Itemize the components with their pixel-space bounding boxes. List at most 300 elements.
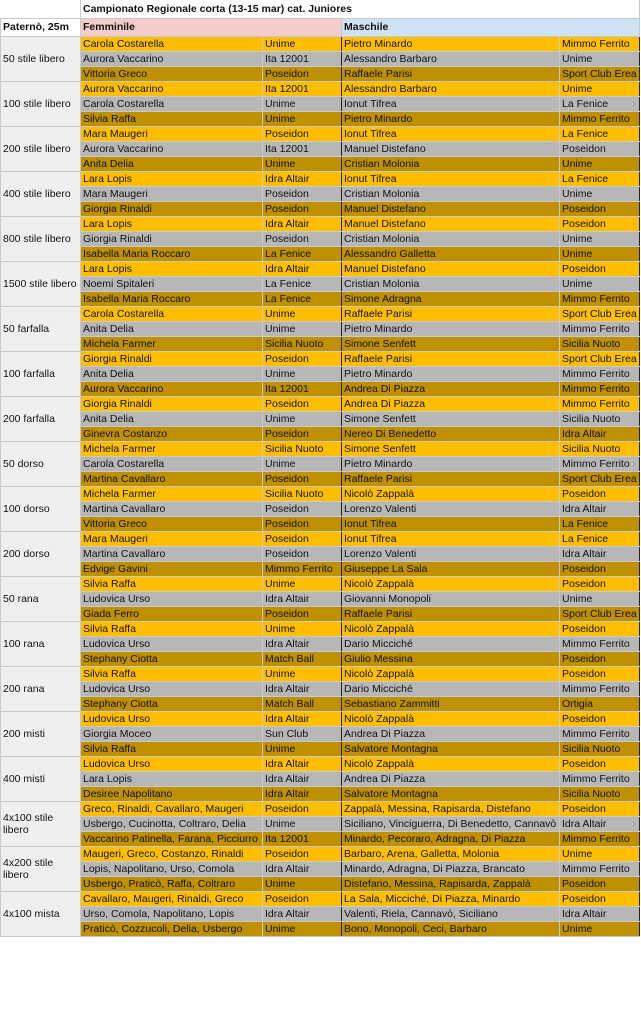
male-club-cell[interactable]: Poseidon	[560, 486, 640, 501]
result-row	[1, 561, 640, 576]
female-athlete-cell[interactable]: Usbergo, Cucinotta, Coltraro, Delia	[81, 816, 263, 831]
female-athlete-cell[interactable]: Aurora Vaccarino	[81, 51, 263, 66]
male-club-cell[interactable]: Mimmo Ferrito	[560, 456, 640, 471]
female-club-cell[interactable]: Poseidon	[263, 891, 342, 906]
female-club-cell[interactable]: Poseidon	[263, 516, 342, 531]
female-athlete-cell[interactable]: Lara Lopis	[81, 171, 263, 186]
female-athlete-cell[interactable]: Usbergo, Praticò, Raffa, Coltraro	[81, 876, 263, 891]
female-club-cell[interactable]: Sicilia Nuoto	[263, 336, 342, 351]
female-club-cell[interactable]: Unime	[263, 666, 342, 681]
male-club-cell[interactable]: La Fenice	[560, 96, 640, 111]
result-row	[1, 921, 640, 936]
male-athlete-cell[interactable]: Valenti, Riela, Cannavò, Siciliano	[342, 906, 560, 921]
female-club-cell[interactable]: Idra Altair	[263, 216, 342, 231]
female-athlete-cell[interactable]: Silvia Raffa	[81, 111, 263, 126]
female-club-cell[interactable]: Poseidon	[263, 351, 342, 366]
male-club-cell[interactable]: Poseidon	[560, 621, 640, 636]
male-athlete-cell[interactable]: Pietro Minardo	[342, 456, 560, 471]
female-club-cell[interactable]: Poseidon	[263, 66, 342, 81]
female-club-cell[interactable]: Poseidon	[263, 396, 342, 411]
result-row	[1, 861, 640, 876]
female-athlete-cell[interactable]: Ludovica Urso	[81, 711, 263, 726]
event-name-cell[interactable]: 50 stile libero	[1, 36, 81, 81]
male-club-cell[interactable]: Unime	[560, 246, 640, 261]
male-club-cell[interactable]: Mimmo Ferrito	[560, 861, 640, 876]
male-club-cell[interactable]: Poseidon	[560, 801, 640, 816]
female-athlete-cell[interactable]: Silvia Raffa	[81, 621, 263, 636]
male-athlete-cell[interactable]: Pietro Minardo	[342, 36, 560, 51]
male-athlete-cell[interactable]: Alessandro Barbaro	[342, 51, 560, 66]
male-athlete-cell[interactable]: Raffaele Parisi	[342, 306, 560, 321]
female-athlete-cell[interactable]: Carola Costarella	[81, 456, 263, 471]
result-row	[1, 36, 640, 51]
male-athlete-cell[interactable]: Ionut Tifrea	[342, 126, 560, 141]
male-athlete-cell[interactable]: Pietro Minardo	[342, 111, 560, 126]
female-club-cell[interactable]: Idra Altair	[263, 711, 342, 726]
male-athlete-cell[interactable]: Minardo, Pecoraro, Adragna, Di Piazza	[342, 831, 560, 846]
female-club-cell[interactable]: Idra Altair	[263, 681, 342, 696]
male-athlete-cell[interactable]: Dario Micciché	[342, 636, 560, 651]
female-club-cell[interactable]: Ita 12001	[263, 81, 342, 96]
male-club-cell[interactable]: Poseidon	[560, 216, 640, 231]
result-row	[1, 81, 640, 96]
male-athlete-cell[interactable]: Andrea Di Piazza	[342, 396, 560, 411]
male-athlete-cell[interactable]: Ionut Tifrea	[342, 516, 560, 531]
female-athlete-cell[interactable]: Carola Costarella	[81, 36, 263, 51]
result-row	[1, 456, 640, 471]
event-name-cell[interactable]: 4x100 mista	[1, 891, 81, 936]
male-athlete-cell[interactable]: Cristian Molonia	[342, 186, 560, 201]
female-club-cell[interactable]: Poseidon	[263, 606, 342, 621]
result-row	[1, 366, 640, 381]
male-athlete-cell[interactable]: Ionut Tifrea	[342, 531, 560, 546]
female-athlete-cell[interactable]: Vittoria Greco	[81, 516, 263, 531]
female-athlete-cell[interactable]: Carola Costarella	[81, 306, 263, 321]
event-name-cell[interactable]: 4x100 stile libero	[1, 801, 81, 846]
female-club-cell[interactable]: Idra Altair	[263, 756, 342, 771]
male-club-cell[interactable]: Poseidon	[560, 651, 640, 666]
event-name-cell[interactable]: 1500 stile libero	[1, 261, 81, 306]
female-club-cell[interactable]: Unime	[263, 111, 342, 126]
female-athlete-cell[interactable]: Michela Farmer	[81, 441, 263, 456]
male-club-cell[interactable]: Mimmo Ferrito	[560, 681, 640, 696]
result-row	[1, 426, 640, 441]
female-athlete-cell[interactable]: Martina Cavallaro	[81, 471, 263, 486]
female-club-cell[interactable]: Unime	[263, 411, 342, 426]
title-row	[1, 0, 640, 18]
male-athlete-cell[interactable]: Raffaele Parisi	[342, 351, 560, 366]
result-row	[1, 606, 640, 621]
female-club-cell[interactable]: Match Ball	[263, 696, 342, 711]
female-club-cell[interactable]: Poseidon	[263, 126, 342, 141]
male-athlete-cell[interactable]: Distefano, Messina, Rapisarda, Zappalà	[342, 876, 560, 891]
male-athlete-cell[interactable]: Simone Senfett	[342, 441, 560, 456]
male-club-cell[interactable]: Poseidon	[560, 891, 640, 906]
female-club-cell[interactable]: Match Ball	[263, 651, 342, 666]
female-club-cell[interactable]: Idra Altair	[263, 636, 342, 651]
male-athlete-cell[interactable]: Cristian Molonia	[342, 231, 560, 246]
result-row	[1, 531, 640, 546]
male-club-cell[interactable]: La Fenice	[560, 126, 640, 141]
female-athlete-cell[interactable]: Giorgia Rinaldi	[81, 201, 263, 216]
female-club-cell[interactable]: Ita 12001	[263, 51, 342, 66]
male-club-cell[interactable]: Sport Club Erea	[560, 306, 640, 321]
male-athlete-cell[interactable]: Giulio Messina	[342, 651, 560, 666]
male-athlete-cell[interactable]: Lorenzo Valenti	[342, 546, 560, 561]
female-athlete-cell[interactable]: Aurora Vaccarino	[81, 81, 263, 96]
female-club-cell[interactable]: Unime	[263, 921, 342, 936]
female-club-cell[interactable]: Sun Club	[263, 726, 342, 741]
female-club-cell[interactable]: Ita 12001	[263, 381, 342, 396]
result-row	[1, 306, 640, 321]
male-club-cell[interactable]: Unime	[560, 591, 640, 606]
male-club-cell[interactable]: Sicilia Nuoto	[560, 786, 640, 801]
male-athlete-cell[interactable]: Andrea Di Piazza	[342, 726, 560, 741]
female-athlete-cell[interactable]: Noemi Spitaleri	[81, 276, 263, 291]
female-club-cell[interactable]: Idra Altair	[263, 771, 342, 786]
male-athlete-cell[interactable]: Salvatore Montagna	[342, 786, 560, 801]
female-club-cell[interactable]: Poseidon	[263, 846, 342, 861]
male-athlete-cell[interactable]: Raffaele Parisi	[342, 471, 560, 486]
event-name-cell[interactable]: 400 misti	[1, 756, 81, 801]
male-club-cell[interactable]: Poseidon	[560, 561, 640, 576]
female-athlete-cell[interactable]: Martina Cavallaro	[81, 546, 263, 561]
male-club-cell[interactable]: Idra Altair	[560, 546, 640, 561]
male-athlete-cell[interactable]: Simone Adragna	[342, 291, 560, 306]
event-name-cell[interactable]: 200 misti	[1, 711, 81, 756]
result-row	[1, 846, 640, 861]
male-header[interactable]: Maschile	[342, 18, 640, 36]
result-row	[1, 486, 640, 501]
male-athlete-cell[interactable]: Ionut Tifrea	[342, 96, 560, 111]
female-athlete-cell[interactable]: Lara Lopis	[81, 771, 263, 786]
male-athlete-cell[interactable]: Pietro Minardo	[342, 321, 560, 336]
female-athlete-cell[interactable]: Lopis, Napolitano, Urso, Comola	[81, 861, 263, 876]
female-athlete-cell[interactable]: Giorgia Rinaldi	[81, 396, 263, 411]
female-athlete-cell[interactable]: Ludovica Urso	[81, 681, 263, 696]
female-athlete-cell[interactable]: Isabella Maria Roccaro	[81, 291, 263, 306]
male-club-cell[interactable]: Poseidon	[560, 201, 640, 216]
result-row	[1, 411, 640, 426]
male-club-cell[interactable]: Unime	[560, 186, 640, 201]
male-club-cell[interactable]: Unime	[560, 846, 640, 861]
result-row	[1, 756, 640, 771]
female-athlete-cell[interactable]: Aurora Vaccarino	[81, 381, 263, 396]
male-club-cell[interactable]: Unime	[560, 921, 640, 936]
male-club-cell[interactable]: Idra Altair	[560, 816, 640, 831]
male-athlete-cell[interactable]: Sebastiano Zammitti	[342, 696, 560, 711]
result-row	[1, 216, 640, 231]
male-athlete-cell[interactable]: Salvatore Montagna	[342, 741, 560, 756]
male-club-cell[interactable]: Unime	[560, 51, 640, 66]
female-athlete-cell[interactable]: Giorgia Moceo	[81, 726, 263, 741]
male-athlete-cell[interactable]: Ionut Tifrea	[342, 171, 560, 186]
female-club-cell[interactable]: Unime	[263, 621, 342, 636]
male-club-cell[interactable]: Mimmo Ferrito	[560, 291, 640, 306]
event-name-cell[interactable]: 100 rana	[1, 621, 81, 666]
female-club-cell[interactable]: Sicilia Nuoto	[263, 486, 342, 501]
female-club-cell[interactable]: Poseidon	[263, 201, 342, 216]
event-name-cell[interactable]: 200 stile libero	[1, 126, 81, 171]
male-club-cell[interactable]: Mimmo Ferrito	[560, 366, 640, 381]
female-athlete-cell[interactable]: Ludovica Urso	[81, 591, 263, 606]
male-club-cell[interactable]: Poseidon	[560, 261, 640, 276]
female-club-cell[interactable]: Idra Altair	[263, 171, 342, 186]
event-name-cell[interactable]: 50 rana	[1, 576, 81, 621]
male-athlete-cell[interactable]: Manuel Distefano	[342, 201, 560, 216]
female-club-cell[interactable]: Unime	[263, 36, 342, 51]
sheet-title[interactable]: Campionato Regionale corta (13-15 mar) cat. Juniores	[81, 0, 640, 18]
female-athlete-cell[interactable]: Vittoria Greco	[81, 66, 263, 81]
female-athlete-cell[interactable]: Anita Delia	[81, 321, 263, 336]
male-club-cell[interactable]: Poseidon	[560, 756, 640, 771]
female-athlete-cell[interactable]: Vaccarino Patinella, Farana, Picciurro	[81, 831, 263, 846]
female-club-cell[interactable]: Unime	[263, 156, 342, 171]
female-club-cell[interactable]: Unime	[263, 366, 342, 381]
result-row	[1, 141, 640, 156]
female-club-cell[interactable]: Unime	[263, 816, 342, 831]
male-athlete-cell[interactable]: Nereo Di Benedetto	[342, 426, 560, 441]
female-club-cell[interactable]: Unime	[263, 321, 342, 336]
female-athlete-cell[interactable]: Silvia Raffa	[81, 576, 263, 591]
male-athlete-cell[interactable]: Nicolò Zappalà	[342, 756, 560, 771]
female-club-cell[interactable]: Ita 12001	[263, 831, 342, 846]
male-athlete-cell[interactable]: Minardo, Adragna, Di Piazza, Brancato	[342, 861, 560, 876]
female-club-cell[interactable]: Unime	[263, 741, 342, 756]
male-club-cell[interactable]: Sport Club Erea	[560, 471, 640, 486]
result-row	[1, 891, 640, 906]
male-club-cell[interactable]: Poseidon	[560, 711, 640, 726]
female-athlete-cell[interactable]: Michela Farmer	[81, 336, 263, 351]
male-club-cell[interactable]: Idra Altair	[560, 906, 640, 921]
male-club-cell[interactable]: Unime	[560, 231, 640, 246]
female-club-cell[interactable]: Mimmo Ferrito	[263, 561, 342, 576]
female-athlete-cell[interactable]: Silvia Raffa	[81, 666, 263, 681]
result-row	[1, 666, 640, 681]
female-athlete-cell[interactable]: Praticò, Cozzucoli, Delia, Usbergo	[81, 921, 263, 936]
male-athlete-cell[interactable]: Giuseppe La Sala	[342, 561, 560, 576]
female-club-cell[interactable]: Poseidon	[263, 801, 342, 816]
title-spacer[interactable]	[1, 0, 81, 18]
male-club-cell[interactable]: Ortigia	[560, 696, 640, 711]
female-athlete-cell[interactable]: Anita Delia	[81, 156, 263, 171]
female-club-cell[interactable]: Idra Altair	[263, 861, 342, 876]
female-athlete-cell[interactable]: Michela Farmer	[81, 486, 263, 501]
male-athlete-cell[interactable]: Bono, Monopoli, Ceci, Barbaro	[342, 921, 560, 936]
result-row	[1, 351, 640, 366]
female-athlete-cell[interactable]: Anita Delia	[81, 411, 263, 426]
male-club-cell[interactable]: La Fenice	[560, 516, 640, 531]
male-athlete-cell[interactable]: Cristian Molonia	[342, 156, 560, 171]
event-name-cell[interactable]: 100 stile libero	[1, 81, 81, 126]
result-row	[1, 66, 640, 81]
female-club-cell[interactable]: Poseidon	[263, 501, 342, 516]
male-club-cell[interactable]: Poseidon	[560, 141, 640, 156]
female-athlete-cell[interactable]: Maugeri, Greco, Costanzo, Rinaldi	[81, 846, 263, 861]
result-row	[1, 546, 640, 561]
female-club-cell[interactable]: Poseidon	[263, 531, 342, 546]
female-athlete-cell[interactable]: Edvige Gavini	[81, 561, 263, 576]
female-club-cell[interactable]: Idra Altair	[263, 591, 342, 606]
event-name-cell[interactable]: 400 stile libero	[1, 171, 81, 216]
female-club-cell[interactable]: Poseidon	[263, 546, 342, 561]
female-club-cell[interactable]: Idra Altair	[263, 261, 342, 276]
female-club-cell[interactable]: Unime	[263, 576, 342, 591]
male-athlete-cell[interactable]: La Sala, Micciché, Di Piazza, Minardo	[342, 891, 560, 906]
result-row	[1, 621, 640, 636]
male-club-cell[interactable]: Unime	[560, 276, 640, 291]
female-athlete-cell[interactable]: Lara Lopis	[81, 261, 263, 276]
male-athlete-cell[interactable]: Manuel Distefano	[342, 216, 560, 231]
female-club-cell[interactable]: Unime	[263, 456, 342, 471]
result-row	[1, 321, 640, 336]
male-club-cell[interactable]: Poseidon	[560, 876, 640, 891]
male-athlete-cell[interactable]: Raffaele Parisi	[342, 66, 560, 81]
male-athlete-cell[interactable]: Raffaele Parisi	[342, 606, 560, 621]
male-club-cell[interactable]: Unime	[560, 81, 640, 96]
result-row	[1, 171, 640, 186]
male-club-cell[interactable]: Mimmo Ferrito	[560, 726, 640, 741]
male-club-cell[interactable]: La Fenice	[560, 531, 640, 546]
result-row	[1, 771, 640, 786]
male-athlete-cell[interactable]: Nicolò Zappalà	[342, 621, 560, 636]
female-athlete-cell[interactable]: Ludovica Urso	[81, 756, 263, 771]
male-athlete-cell[interactable]: Nicolò Zappalà	[342, 576, 560, 591]
event-name-cell[interactable]: 200 dorso	[1, 531, 81, 576]
male-club-cell[interactable]: Mimmo Ferrito	[560, 36, 640, 51]
event-name-cell[interactable]: 100 farfalla	[1, 351, 81, 396]
female-athlete-cell[interactable]: Greco, Rinaldi, Cavallaro, Maugeri	[81, 801, 263, 816]
male-club-cell[interactable]: Sport Club Erea	[560, 351, 640, 366]
female-athlete-cell[interactable]: Mara Maugeri	[81, 126, 263, 141]
male-club-cell[interactable]: Sicilia Nuoto	[560, 336, 640, 351]
female-athlete-cell[interactable]: Urso, Comola, Napolitano, Lopis	[81, 906, 263, 921]
male-athlete-cell[interactable]: Simone Senfett	[342, 411, 560, 426]
male-athlete-cell[interactable]: Alessandro Barbaro	[342, 81, 560, 96]
event-name-cell[interactable]: 50 farfalla	[1, 306, 81, 351]
male-club-cell[interactable]: Poseidon	[560, 576, 640, 591]
event-name-cell[interactable]: 200 rana	[1, 666, 81, 711]
result-row	[1, 231, 640, 246]
event-name-cell[interactable]: 50 dorso	[1, 441, 81, 486]
venue-header[interactable]: Paternò, 25m	[1, 18, 81, 36]
male-club-cell[interactable]: Mimmo Ferrito	[560, 636, 640, 651]
male-athlete-cell[interactable]: Siciliano, Vinciguerra, Di Benedetto, Cannavò	[342, 816, 560, 831]
male-athlete-cell[interactable]: Manuel Distefano	[342, 261, 560, 276]
female-club-cell[interactable]: Idra Altair	[263, 786, 342, 801]
male-club-cell[interactable]: Sicilia Nuoto	[560, 741, 640, 756]
female-athlete-cell[interactable]: Aurora Vaccarino	[81, 141, 263, 156]
male-club-cell[interactable]: Sport Club Erea	[560, 66, 640, 81]
female-club-cell[interactable]: Unime	[263, 876, 342, 891]
female-athlete-cell[interactable]: Stephany Ciotta	[81, 696, 263, 711]
female-athlete-cell[interactable]: Giada Ferro	[81, 606, 263, 621]
female-athlete-cell[interactable]: Mara Maugeri	[81, 186, 263, 201]
female-header[interactable]: Femminile	[81, 18, 342, 36]
male-athlete-cell[interactable]: Cristian Molonia	[342, 276, 560, 291]
female-club-cell[interactable]: Poseidon	[263, 231, 342, 246]
female-athlete-cell[interactable]: Silvia Raffa	[81, 741, 263, 756]
male-athlete-cell[interactable]: Alessandro Galletta	[342, 246, 560, 261]
male-athlete-cell[interactable]: Barbaro, Arena, Galletta, Molonia	[342, 846, 560, 861]
male-club-cell[interactable]: Sicilia Nuoto	[560, 441, 640, 456]
male-club-cell[interactable]: Mimmo Ferrito	[560, 381, 640, 396]
result-row	[1, 696, 640, 711]
male-athlete-cell[interactable]: Andrea Di Piazza	[342, 381, 560, 396]
male-athlete-cell[interactable]: Nicolò Zappalà	[342, 666, 560, 681]
male-athlete-cell[interactable]: Zappalà, Messina, Rapisarda, Distefano	[342, 801, 560, 816]
male-club-cell[interactable]: Mimmo Ferrito	[560, 831, 640, 846]
female-club-cell[interactable]: Unime	[263, 96, 342, 111]
result-row	[1, 336, 640, 351]
female-club-cell[interactable]: La Fenice	[263, 291, 342, 306]
male-club-cell[interactable]: Mimmo Ferrito	[560, 396, 640, 411]
result-row	[1, 906, 640, 921]
female-athlete-cell[interactable]: Carola Costarella	[81, 96, 263, 111]
male-athlete-cell[interactable]: Andrea Di Piazza	[342, 771, 560, 786]
event-name-cell[interactable]: 100 dorso	[1, 486, 81, 531]
event-name-cell[interactable]: 800 stile libero	[1, 216, 81, 261]
male-athlete-cell[interactable]: Lorenzo Valenti	[342, 501, 560, 516]
male-club-cell[interactable]: La Fenice	[560, 171, 640, 186]
female-club-cell[interactable]: La Fenice	[263, 246, 342, 261]
male-club-cell[interactable]: Mimmo Ferrito	[560, 111, 640, 126]
male-club-cell[interactable]: Poseidon	[560, 666, 640, 681]
female-athlete-cell[interactable]: Cavallaro, Maugeri, Rinaldi, Greco	[81, 891, 263, 906]
result-row	[1, 261, 640, 276]
result-row	[1, 396, 640, 411]
male-athlete-cell[interactable]: Manuel Distefano	[342, 141, 560, 156]
male-athlete-cell[interactable]: Giovanni Monopoli	[342, 591, 560, 606]
female-athlete-cell[interactable]: Ginevra Costanzo	[81, 426, 263, 441]
male-club-cell[interactable]: Unime	[560, 156, 640, 171]
header-row	[1, 18, 640, 36]
female-athlete-cell[interactable]: Desiree Napolitano	[81, 786, 263, 801]
male-athlete-cell[interactable]: Nicolò Zappalà	[342, 711, 560, 726]
female-club-cell[interactable]: Unime	[263, 306, 342, 321]
male-athlete-cell[interactable]: Simone Senfett	[342, 336, 560, 351]
female-club-cell[interactable]: Idra Altair	[263, 906, 342, 921]
male-athlete-cell[interactable]: Pietro Minardo	[342, 366, 560, 381]
female-athlete-cell[interactable]: Martina Cavallaro	[81, 501, 263, 516]
female-club-cell[interactable]: Poseidon	[263, 426, 342, 441]
event-name-cell[interactable]: 200 farfalla	[1, 396, 81, 441]
female-athlete-cell[interactable]: Anita Delia	[81, 366, 263, 381]
male-club-cell[interactable]: Idra Altair	[560, 426, 640, 441]
female-athlete-cell[interactable]: Giorgia Rinaldi	[81, 351, 263, 366]
female-club-cell[interactable]: La Fenice	[263, 276, 342, 291]
female-athlete-cell[interactable]: Lara Lopis	[81, 216, 263, 231]
female-club-cell[interactable]: Ita 12001	[263, 141, 342, 156]
female-club-cell[interactable]: Poseidon	[263, 186, 342, 201]
male-club-cell[interactable]: Sicilia Nuoto	[560, 411, 640, 426]
male-club-cell[interactable]: Idra Altair	[560, 501, 640, 516]
female-athlete-cell[interactable]: Giorgia Rinaldi	[81, 231, 263, 246]
female-athlete-cell[interactable]: Stephany Ciotta	[81, 651, 263, 666]
male-club-cell[interactable]: Mimmo Ferrito	[560, 771, 640, 786]
male-athlete-cell[interactable]: Nicolò Zappalà	[342, 486, 560, 501]
female-club-cell[interactable]: Poseidon	[263, 471, 342, 486]
male-club-cell[interactable]: Sport Club Erea	[560, 606, 640, 621]
male-club-cell[interactable]: Mimmo Ferrito	[560, 321, 640, 336]
result-row	[1, 801, 640, 816]
male-athlete-cell[interactable]: Dario Micciché	[342, 681, 560, 696]
female-athlete-cell[interactable]: Isabella Maria Roccaro	[81, 246, 263, 261]
female-club-cell[interactable]: Sicilia Nuoto	[263, 441, 342, 456]
event-name-cell[interactable]: 4x200 stile libero	[1, 846, 81, 891]
female-athlete-cell[interactable]: Ludovica Urso	[81, 636, 263, 651]
female-athlete-cell[interactable]: Mara Maugeri	[81, 531, 263, 546]
